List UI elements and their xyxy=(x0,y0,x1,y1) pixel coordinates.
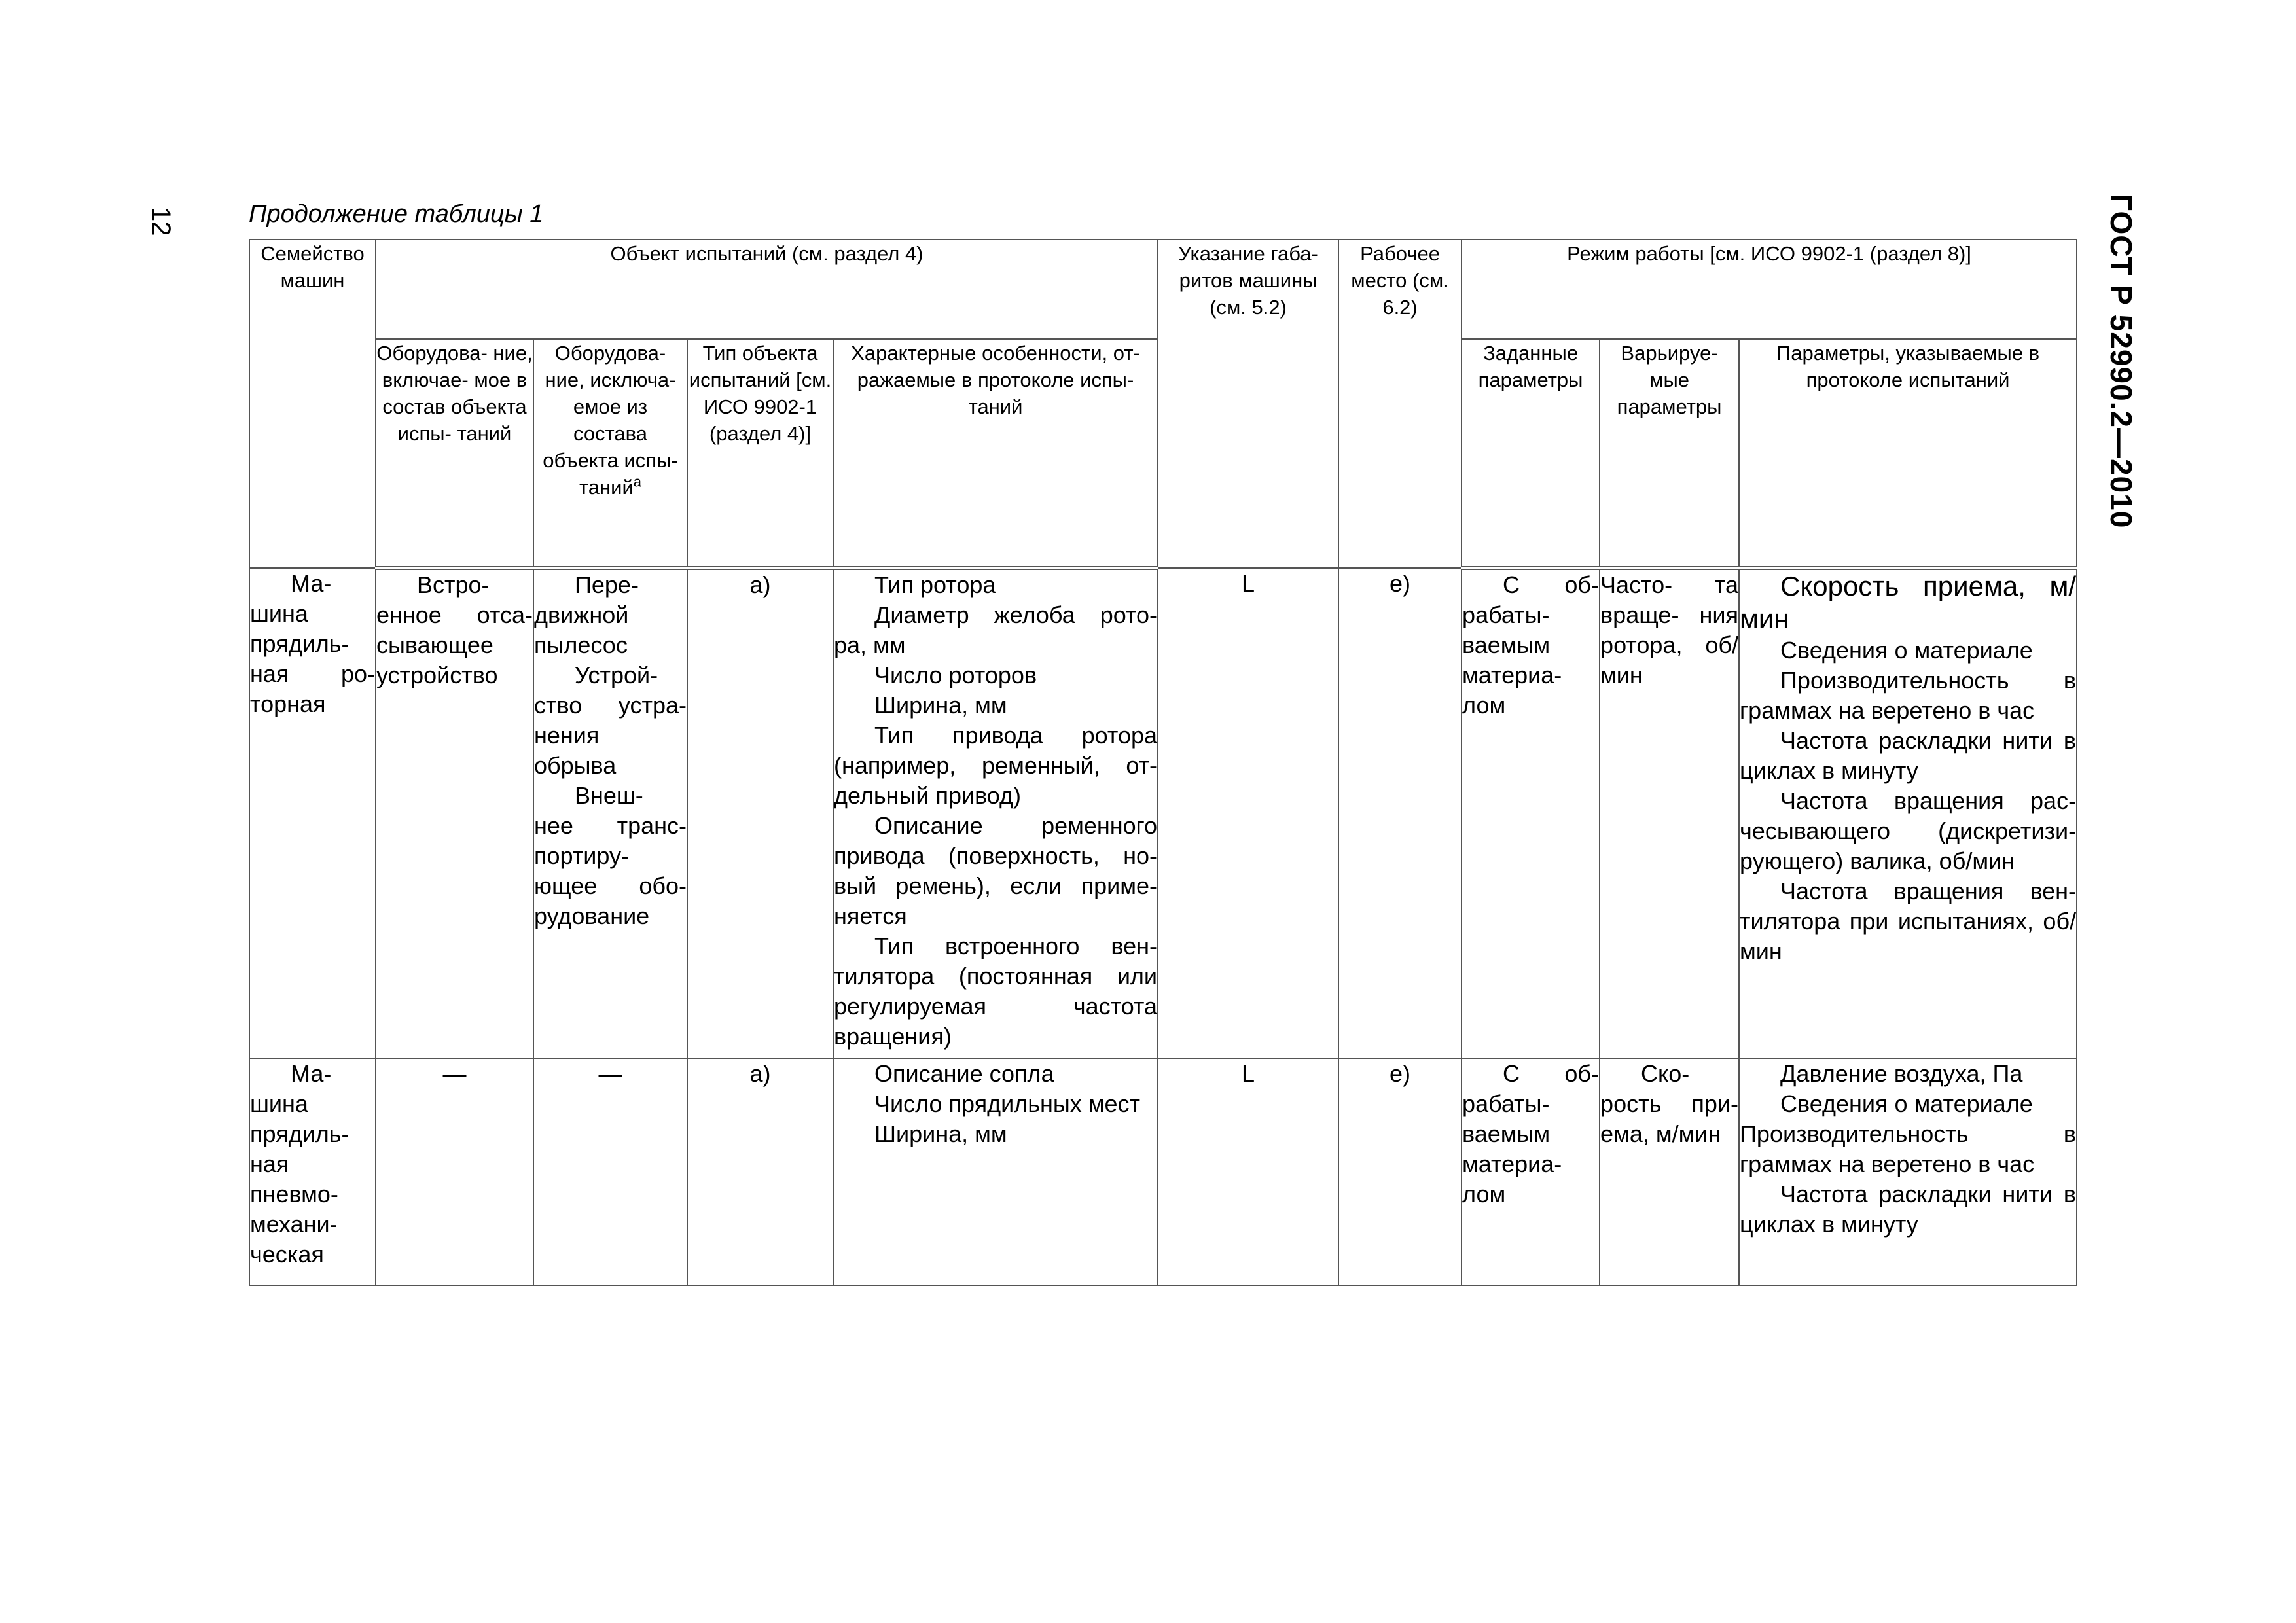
cell-varied-params: Часто- та враще- ния ротора, об/мин xyxy=(1600,568,1739,1058)
feature-item: Описание ременного привода (поверхность, но- вый ремень), если приме- няется xyxy=(834,812,1158,929)
feature-item: Ширина, мм xyxy=(874,1120,1007,1147)
machine-table xyxy=(249,239,2077,1286)
header-dimensions: Указание габа- ритов машины (см. 5.2) xyxy=(1158,240,1338,568)
cell-workplace: е) xyxy=(1338,1058,1462,1285)
header-features: Характерные особенности, от- ражаемые в протоколе испы- таний xyxy=(833,339,1158,568)
feature-item: Ширина, мм xyxy=(874,692,1007,719)
cell-dimensions: L xyxy=(1158,568,1338,1058)
table-row xyxy=(249,568,2077,1058)
header-type: Тип объекта испытаний [см. ИСО 9902-1 (раздел 4)] xyxy=(687,339,833,568)
cell-family: Ма- шина прядиль- ная пневмо- механи- ческая xyxy=(249,1058,376,1285)
table-row xyxy=(249,1058,2077,1285)
footnote-marker: а xyxy=(633,473,642,490)
cell-included: Встро- енное отса- сывающее устройство xyxy=(376,568,533,1058)
table-header xyxy=(249,240,2077,568)
cell-type: а) xyxy=(687,568,833,1058)
header-excluded-text: Оборудова- ние, исключа- емое из состава объекта испы- таний xyxy=(543,342,678,499)
feature-item: Число прядильных мест xyxy=(874,1090,1141,1117)
feature-item: Число роторов xyxy=(874,662,1037,688)
report-item: Частота раскладки нити в циклах в минуту xyxy=(1740,727,2077,784)
header-family: Семейство машин xyxy=(249,240,376,568)
report-item: Частота раскладки нити в циклах в минуту xyxy=(1740,1181,2077,1238)
cell-included: — xyxy=(376,1058,533,1285)
cell-varied-params: Ско- рость при- ема, м/мин xyxy=(1600,1058,1739,1285)
feature-item: Диаметр желоба рото- ра, мм xyxy=(834,601,1158,658)
header-set-params: Заданные параметры xyxy=(1462,339,1600,568)
cell-type: а) xyxy=(687,1058,833,1285)
cell-report-params xyxy=(1739,1058,2077,1285)
feature-item: Тип встроенного вен- тилятора (постоянная или регулируемая частота вращения) xyxy=(834,933,1158,1050)
cell-excluded xyxy=(533,1058,687,1285)
report-item: Частота вращения рас- чесывающего (дискретизи- рующего) валика, об/мин xyxy=(1740,787,2077,874)
cell-features xyxy=(833,568,1158,1058)
cell-set-params: С об- рабаты- ваемым материа- лом xyxy=(1462,1058,1600,1285)
report-item: Давление воздуха, Па xyxy=(1780,1060,2023,1087)
page-number: 12 xyxy=(147,207,175,236)
header-excluded xyxy=(533,339,687,568)
report-item: Производительность в граммах на веретено в час xyxy=(1740,1120,2077,1177)
report-item: Сведения о материале xyxy=(1780,637,2033,664)
cell-excluded xyxy=(533,568,687,1058)
excluded-item: Устрой- ство устра- нения обрыва xyxy=(534,662,687,779)
header-report-params: Параметры, указываемые в протоколе испытаний xyxy=(1739,339,2077,568)
excluded-item: Внеш- нее транс- портиру- ющее обо- рудование xyxy=(534,782,687,929)
header-mode-group: Режим работы [см. ИСО 9902-1 (раздел 8)] xyxy=(1462,240,2077,339)
cell-workplace: е) xyxy=(1338,568,1462,1058)
report-item: Скорость приема, м/мин xyxy=(1740,571,2077,634)
feature-item: Тип привода ротора (например, ременный, от- дельный привод) xyxy=(834,722,1158,809)
table-caption: Продолжение таблицы 1 xyxy=(249,200,544,228)
excluded-item: — xyxy=(598,1060,622,1087)
cell-report-params xyxy=(1739,568,2077,1058)
report-item: Производительность в граммах на веретено в час xyxy=(1740,667,2077,724)
report-item: Сведения о материале xyxy=(1780,1090,2033,1117)
cell-features xyxy=(833,1058,1158,1285)
header-varied-params: Варьируе- мые параметры xyxy=(1600,339,1739,568)
cell-family: Ма- шина прядиль- ная ро- торная xyxy=(249,568,376,1058)
excluded-item: Пере- движной пылесос xyxy=(534,571,639,658)
feature-item: Тип ротора xyxy=(874,571,996,598)
feature-item: Описание сопла xyxy=(874,1060,1054,1087)
cell-dimensions: L xyxy=(1158,1058,1338,1285)
header-object-group: Объект испытаний (см. раздел 4) xyxy=(376,240,1158,339)
cell-set-params: С об- рабаты- ваемым материа- лом xyxy=(1462,568,1600,1058)
report-item: Частота вращения вен- тилятора при испытаниях, об/мин xyxy=(1740,878,2077,965)
header-included: Оборудова- ние, включае- мое в состав объекта испы- таний xyxy=(376,339,533,568)
header-workplace: Рабочее место (см. 6.2) xyxy=(1338,240,1462,568)
document-code: ГОСТ Р 52990.2—2010 xyxy=(2104,194,2138,529)
table-body xyxy=(249,568,2077,1285)
